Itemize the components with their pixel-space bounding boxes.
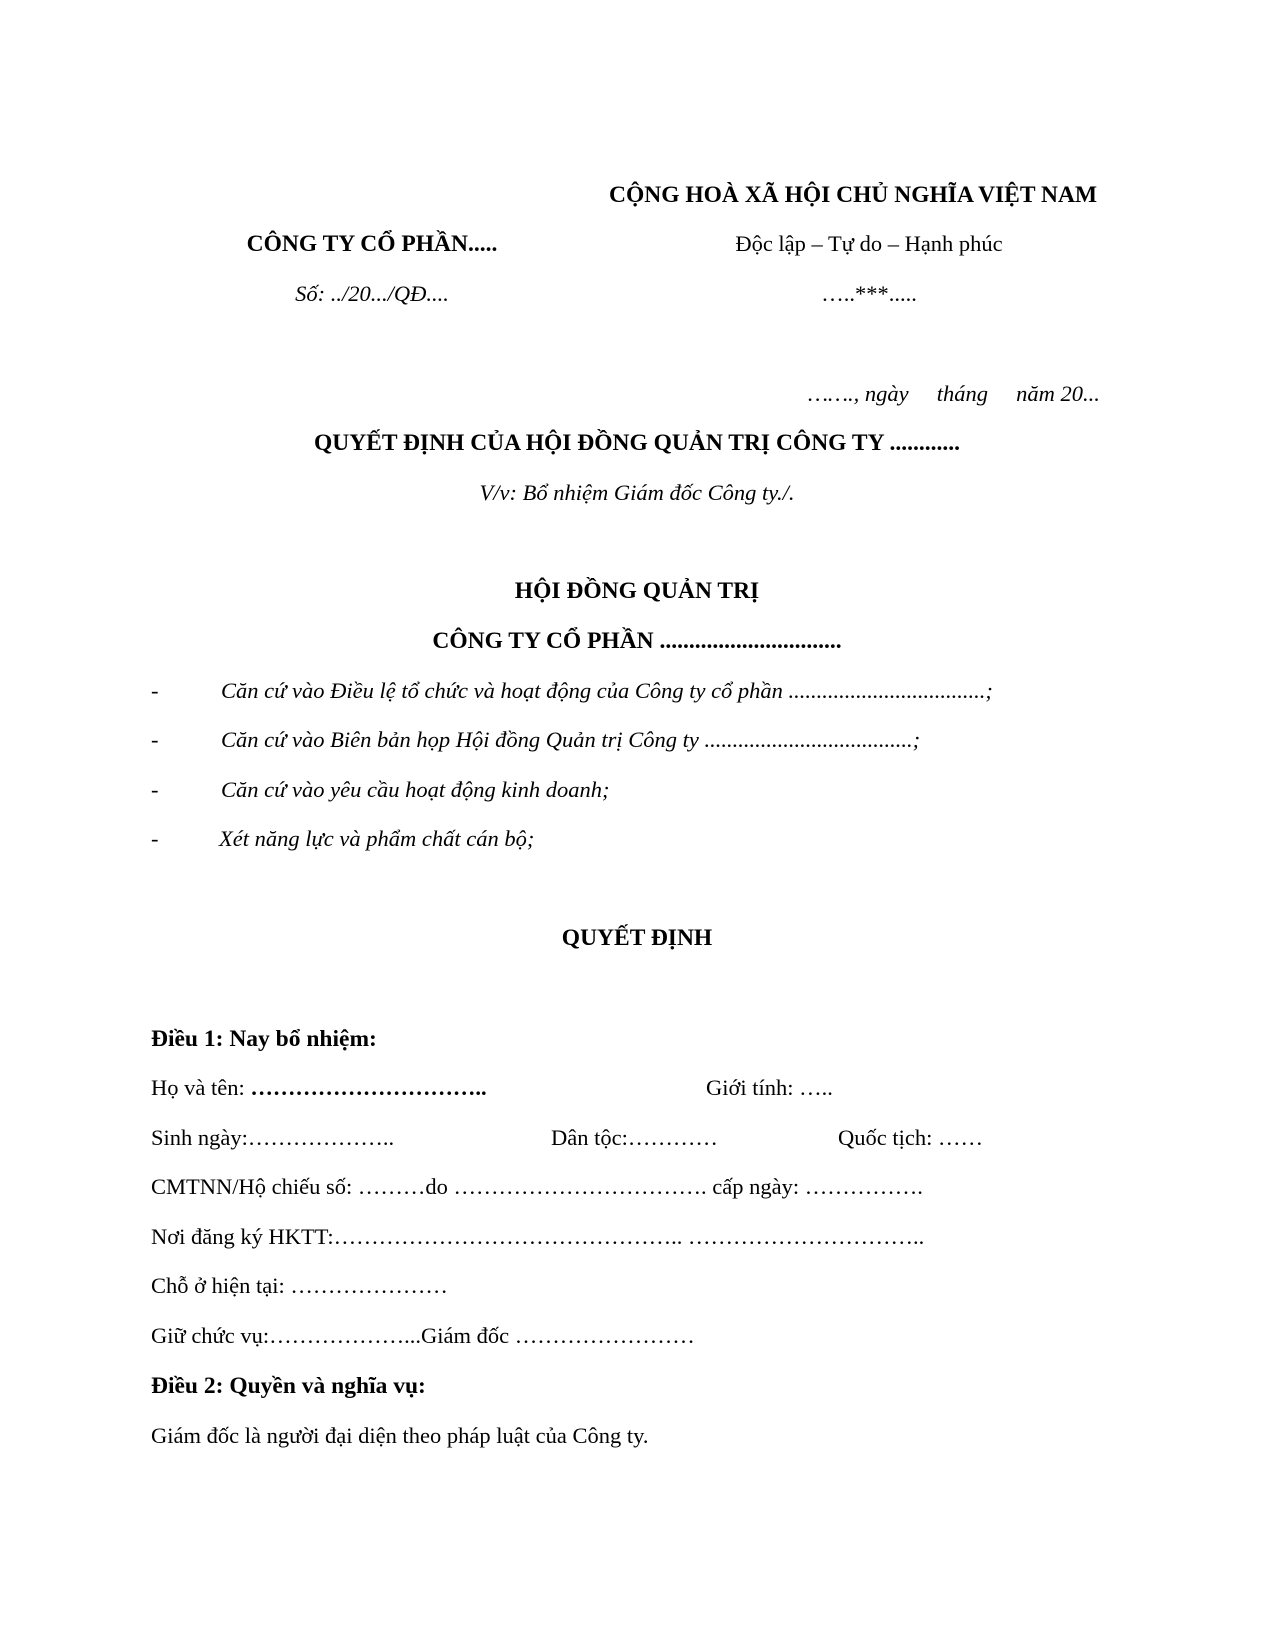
full-name-field (151, 1077, 487, 1100)
date-line: ……., ngày tháng năm 20... (808, 381, 1100, 406)
document-number: Số: ../20.../QĐ.... (295, 281, 449, 306)
gender-field: Giới tính: ….. (706, 1075, 833, 1100)
article1-heading: Điều 1: Nay bổ nhiệm: (151, 1026, 377, 1052)
basis-dash: - (151, 727, 159, 752)
basis-dash: - (151, 826, 159, 851)
issuer-board: HỘI ĐỒNG QUẢN TRỊ (514, 578, 760, 604)
motto-separator: …..***..... (821, 281, 917, 306)
decision-heading: QUYẾT ĐỊNH (561, 925, 713, 951)
basis-dash: - (151, 777, 159, 802)
article2-heading: Điều 2: Quyền và nghĩa vụ: (151, 1373, 426, 1399)
full-name-blank: ………………………….. (250, 1075, 487, 1100)
company-name: CÔNG TY CỔ PHẦN..... (246, 231, 498, 257)
permanent-residence-field: Nơi đăng ký HKTT:……………………………………….. ………………………….. (151, 1224, 925, 1249)
issuer-company: CÔNG TY CỔ PHẦN ............................... (432, 628, 842, 654)
basis-text: Xét năng lực và phẩm chất cán bộ; (219, 826, 535, 851)
full-name-label: Họ và tên: (151, 1075, 251, 1100)
national-motto: Độc lập – Tự do – Hạnh phúc (735, 231, 1003, 256)
basis-dash: - (151, 678, 159, 703)
basis-text: Căn cứ vào Điều lệ tổ chức và hoạt động của Công ty cổ phần ...................................; (221, 678, 993, 703)
article2-text: Giám đốc là người đại diện theo pháp luật của Công ty. (151, 1423, 649, 1448)
date-of-birth-field: Sinh ngày:……………….. (151, 1125, 395, 1150)
ethnicity-field: Dân tộc:………… (551, 1125, 718, 1150)
position-field: Giữ chức vụ:………………...Giám đốc …………………… (151, 1323, 695, 1348)
nation-title: CỘNG HOÀ XÃ HỘI CHỦ NGHĨA VIỆT NAM (609, 182, 1098, 208)
basis-text: Căn cứ vào Biên bản họp Hội đồng Quản trị Công ty .....................................; (221, 727, 921, 752)
id-document-field: CMTNN/Hộ chiếu số: ………do ……………………………. cấp ngày: ……………. (151, 1174, 923, 1199)
document-subject: V/v: Bổ nhiệm Giám đốc Công ty./. (479, 480, 795, 505)
basis-text: Căn cứ vào yêu cầu hoạt động kinh doanh; (221, 777, 610, 802)
document-title: QUYẾT ĐỊNH CỦA HỘI ĐỒNG QUẢN TRỊ CÔNG TY ............ (313, 430, 961, 456)
current-address-field: Chỗ ở hiện tại: ………………… (151, 1273, 448, 1298)
nationality-field: Quốc tịch: …… (838, 1125, 983, 1150)
